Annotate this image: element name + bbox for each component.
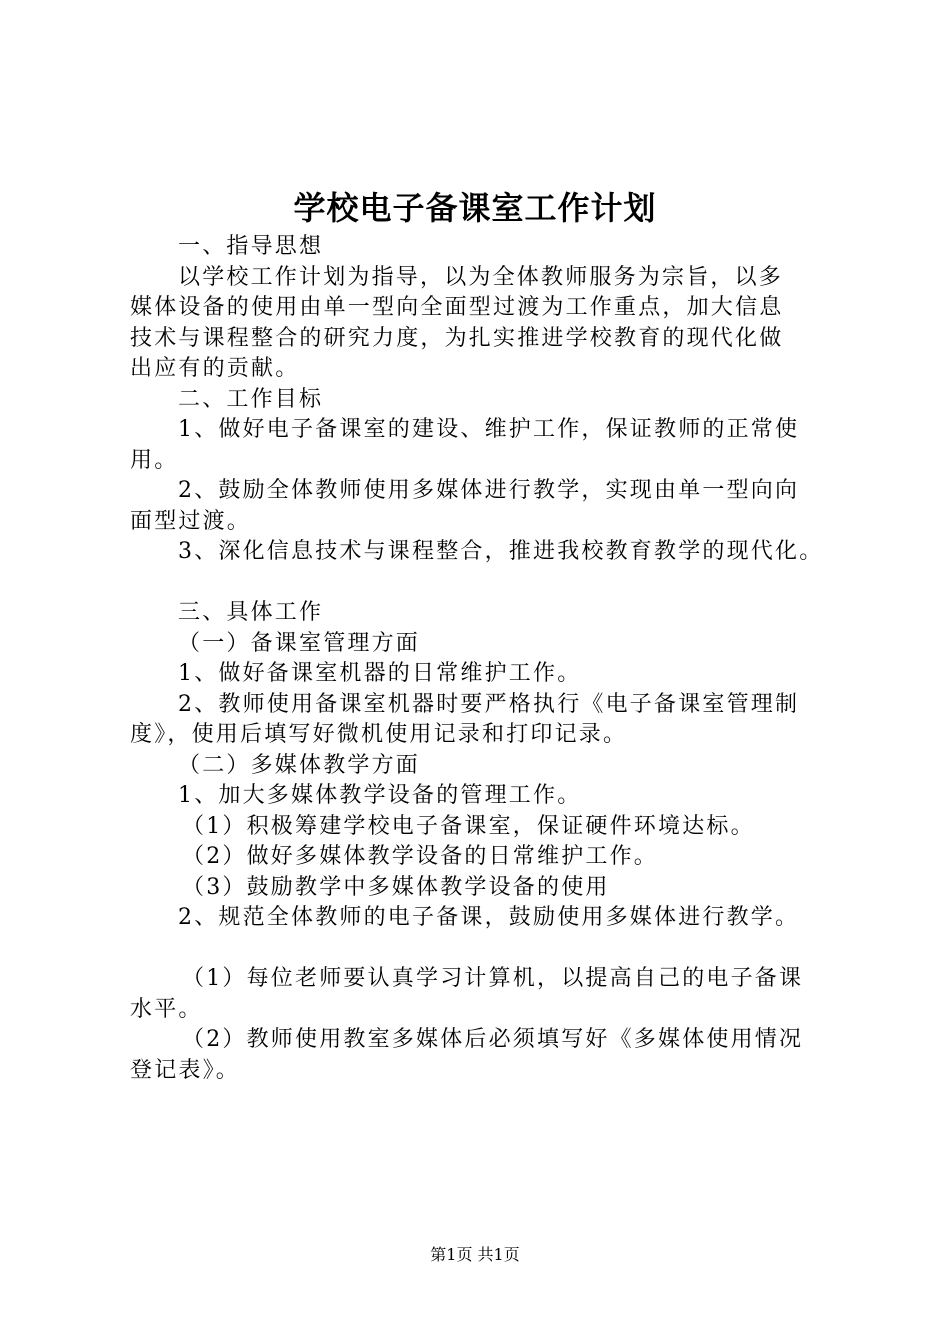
paragraph-line: 出应有的贡献。 (130, 356, 300, 381)
sub-list-item: （1）每位老师要认真学习计算机，以提高自己的电子备课 (182, 966, 804, 991)
list-item: 2、教师使用备课室机器时要严格执行《电子备课室管理制 (178, 691, 800, 717)
paragraph-line: 媒体设备的使用由单一型向全面型过渡为工作重点，加大信息 (130, 295, 784, 320)
page-footer: 第1页 共1页 (430, 1245, 520, 1264)
subsection-heading-room-management: （一）备课室管理方面 (178, 630, 421, 656)
section-heading-guiding-ideology: 一、指导思想 (178, 234, 324, 259)
document-body (130, 232, 842, 1086)
sub-list-item: （2）做好多媒体教学设备的日常维护工作。 (182, 844, 658, 869)
sub-list-item-continued: 水平。 (130, 996, 203, 1022)
list-item: 1、做好备课室机器的日常维护工作。 (178, 661, 582, 686)
sub-list-item: （1）积极筹建学校电子备课室，保证硬件环境达标。 (182, 813, 755, 839)
sub-list-item-continued: 登记表》。 (130, 1057, 241, 1083)
sub-list-item: （2）教师使用教室多媒体后必须填写好《多媒体使用情况 (182, 1027, 804, 1052)
blank-line (130, 934, 842, 965)
goal-item-3: 3、深化信息技术与课程整合，推进我校教育教学的现代化。 (178, 539, 824, 564)
sub-list-item: （3）鼓励教学中多媒体教学设备的使用 (182, 874, 610, 900)
goal-item-1-continued: 用。 (130, 447, 179, 473)
subsection-heading-multimedia-teaching: （二）多媒体教学方面 (178, 752, 421, 778)
blank-line (130, 568, 842, 599)
list-item-continued: 度》，使用后填写好微机使用记录和打印记录。 (130, 722, 628, 747)
document-title: 学校电子备课室工作计划 (293, 189, 657, 227)
section-heading-specific-work: 三、具体工作 (178, 600, 324, 625)
section-heading-work-goals: 二、工作目标 (178, 386, 324, 412)
list-item: 1、加大多媒体教学设备的管理工作。 (178, 783, 582, 808)
list-item: 2、规范全体教师的电子备课，鼓励使用多媒体进行教学。 (178, 905, 800, 930)
goal-item-2-continued: 面型过渡。 (130, 508, 252, 534)
paragraph-line: 技术与课程整合的研究力度，为扎实推进学校教育的现代化做 (130, 325, 784, 351)
paragraph-line: 以学校工作计划为指导，以为全体教师服务为宗旨，以多 (178, 264, 784, 290)
goal-item-1: 1、做好电子备课室的建设、维护工作，保证教师的正常使 (178, 417, 800, 442)
goal-item-2: 2、鼓励全体教师使用多媒体进行教学，实现由单一型向向 (178, 478, 800, 503)
